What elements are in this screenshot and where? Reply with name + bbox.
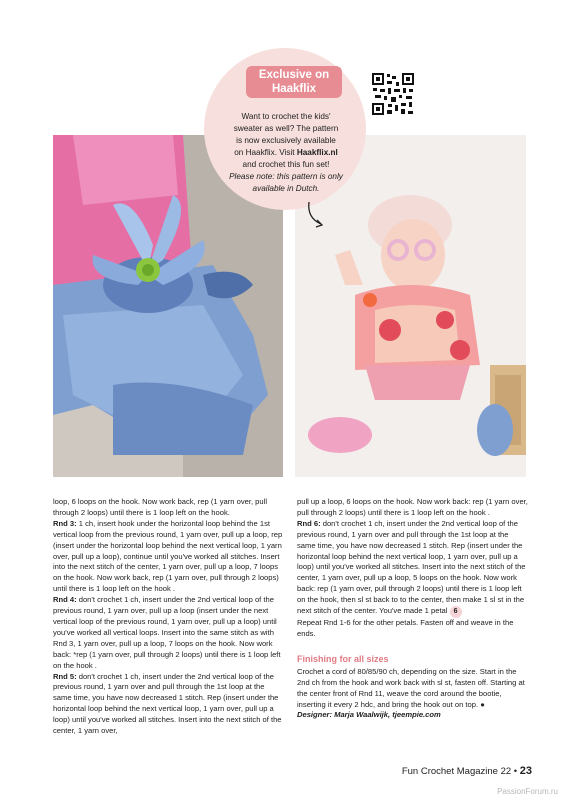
left-intro-text: loop, 6 loops on the hook. Now work back, rep (1 yarn over, pull through 2 loops) until there is 1 loop left on the hook. bbox=[53, 497, 268, 517]
rnd-6 bbox=[297, 519, 529, 618]
promo-line7: available in Dutch. bbox=[252, 184, 320, 193]
rnd-3-label: Rnd 3: bbox=[53, 518, 77, 528]
petal-number-badge: 6 bbox=[450, 606, 462, 618]
rnd-4-label: Rnd 4: bbox=[53, 595, 77, 605]
pattern-column-left bbox=[53, 497, 285, 737]
promo-line4 bbox=[222, 147, 350, 159]
finishing-title: Finishing for all sizes bbox=[297, 653, 389, 664]
watermark: PassionForum.ru bbox=[497, 787, 558, 796]
left-intro bbox=[53, 497, 285, 519]
exclusive-badge bbox=[246, 66, 342, 98]
promo-line4-pre: on Haakflix. Visit bbox=[234, 148, 297, 157]
finishing-text: Crochet a cord of 80/85/90 ch, depending on the size. Start in the 2nd ch from the hook and work back with sl st, fasten off. Starting at the center front of Rnd 11, weave the cord around the bootie, inserting it every 2 hdc, and bring the hook out on top. ● bbox=[297, 666, 525, 709]
rnd-6-text: don't crochet 1 ch, insert under the 2nd vertical loop of the previous round, 1 yarn over and pull through the 1st loop at the same time, you have now decreased 1 stitch. Rep (insert under the horizontal loop behind the next vertical loop, 1 yarn over, pull up a loop) until you've worked all stitches. Insert into the next stitch of the center, 1 yarn over, pull up a loop, 5 loops on the hook. Now work back: rep (1 yarn over, pull through 2 loops) until there is 1 loop left on the hook, then sl st back to to the center, then make 1 sl st in the next stitch of the center. You've made 1 petal bbox=[297, 518, 526, 616]
promo-line2: sweater as well? The pattern bbox=[233, 124, 339, 133]
promo-line1: Want to crochet the kids' bbox=[241, 112, 331, 121]
rnd-4-text: don't crochet 1 ch, insert under the 2nd vertical loop of the previous round, 1 yarn over, pull up a loop (insert under the next vertical loop of the previous round, 1 yarn over, pull up a loop) until you've worked all vertical loops. Insert into the same stitch as with Rnd 3, 1 yarn over, pull up a loop, 7 loops on the hook. Now work back: *rep (1 yarn over, pull through 2 loops) until there is 1 loop left on the hook . bbox=[53, 595, 281, 670]
rnd-5-text: don't crochet 1 ch, insert under the 2nd vertical loop of the previous round, 1 yarn over and pull through the 1st loop at the same time, you have now decreased 1 stitch. Rep (insert under the horizontal loop behind the next vertical loop, 1 yarn over, pull up a loop) until you've worked all stitches. Insert into the next stitch of the center, 1 yarn over, bbox=[53, 671, 282, 736]
magazine-name: Fun Crochet Magazine 22 bbox=[401, 766, 512, 777]
promo-line6: Please note: this pattern is only bbox=[229, 172, 343, 181]
rnd-3-text: 1 ch, insert hook under the horizontal loop behind the 1st vertical loop from the previous round, 1 yarn over, pull up a loop, rep (insert under the horizontal loop behind the next vertical loop, 1 yarn over, pull up a loop), continue until you've worked all stitches. Insert into the next stitch of the center, 1 yarn over, pull up a loop, 7 loops on the hook. Now work back, rep (1 yarn over, pull through 2 loops) until there is 1 loop left on the hook . bbox=[53, 518, 283, 594]
badge-line1: Exclusive on bbox=[258, 69, 330, 81]
qr-code-icon[interactable] bbox=[371, 72, 415, 116]
promo-line5: and crochet this fun set! bbox=[242, 160, 330, 169]
haakflix-link[interactable]: Haakflix.nl bbox=[296, 148, 338, 157]
designer-credit: Designer: Marja Waalwijk, tjeempie.com bbox=[297, 710, 441, 720]
promo-line3: is now exclusively available bbox=[236, 136, 336, 145]
rnd-5-label: Rnd 5: bbox=[53, 671, 77, 681]
rnd-4 bbox=[53, 595, 285, 671]
right-intro: pull up a loop, 6 loops on the hook. Now work back: rep (1 yarn over, pull through 2 loops) until there is 1 loop left on the hook . bbox=[297, 497, 528, 517]
footer-bullet: • bbox=[513, 766, 518, 777]
page-number: 23 bbox=[519, 765, 532, 777]
pattern-column-right bbox=[297, 497, 529, 721]
rnd-6-end: Repeat Rnd 1-6 for the other petals. Fasten off and weave in the ends. bbox=[297, 618, 514, 638]
rnd-6-label: Rnd 6: bbox=[297, 518, 321, 528]
badge-line2: Haakflix bbox=[271, 83, 317, 95]
rnd-5 bbox=[53, 672, 285, 737]
promo-text bbox=[222, 111, 350, 195]
page-footer bbox=[402, 765, 532, 777]
curved-arrow-icon bbox=[305, 200, 329, 230]
rnd-3 bbox=[53, 519, 285, 595]
